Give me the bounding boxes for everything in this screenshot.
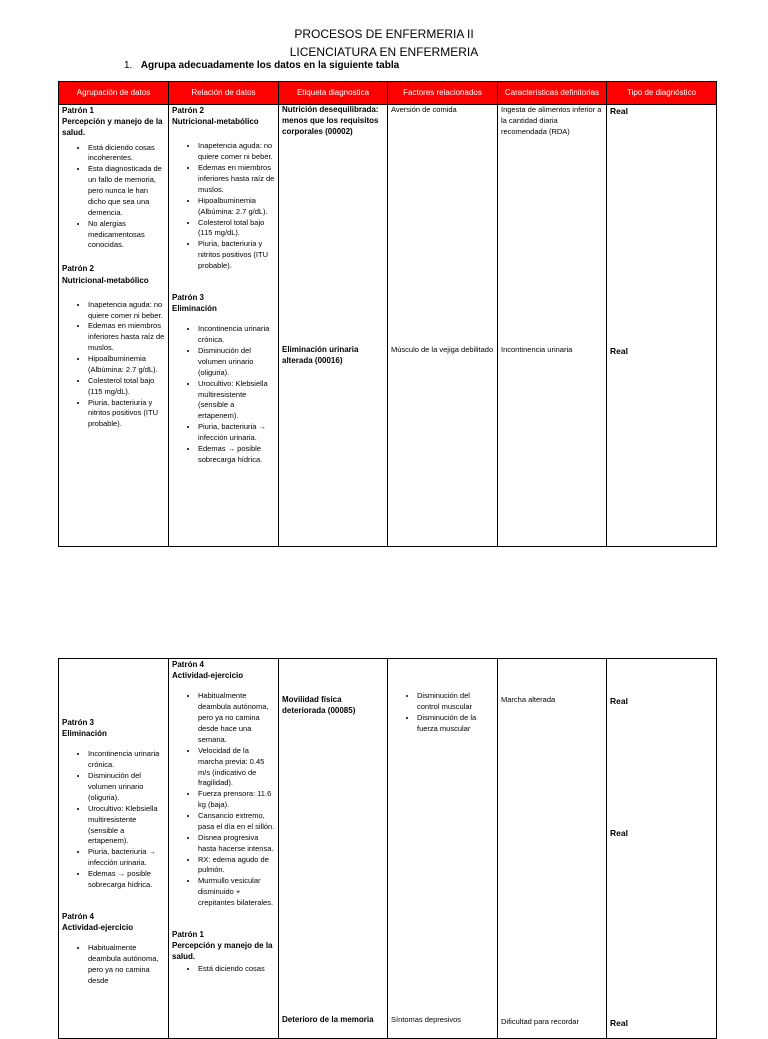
pattern-title: Patrón 3	[62, 718, 95, 727]
list-item: • Edemas en miembros inferiores hasta raíz de muslos.	[88, 321, 165, 354]
document-subtitle: LICENCIATURA EN ENFERMERIA	[289, 45, 479, 59]
list-item: • Está diciendo cosas incoherentes.	[88, 143, 165, 165]
instruction-number: 1.	[124, 60, 133, 71]
list-item: • Disminución del volumen urinario (oliguria).	[88, 771, 165, 804]
related-factor: Síntomas depresivos	[391, 1015, 462, 1024]
list-item: • Murmullo vesicular disminuido + crepitantes bilaterales.	[198, 876, 275, 909]
diagnostic-label: Eliminación urinaria alterada (00016)	[282, 345, 359, 365]
diagnosis-type-cell	[607, 659, 717, 1039]
instruction	[124, 60, 399, 71]
pattern-name: Eliminación	[62, 729, 107, 739]
pattern-items	[172, 324, 275, 465]
related-factor-list	[391, 691, 494, 735]
related-factors-cell	[388, 659, 498, 1039]
pattern-name: Actividad-ejercicio	[62, 922, 134, 932]
defining-characteristics-cell	[498, 105, 607, 547]
list-item: • No alergias medicamentosas conocidas.	[88, 219, 165, 252]
pattern-items	[172, 691, 275, 909]
list-item: • Colesterol total bajo (115 mg/dL).	[88, 376, 165, 398]
pattern-name: Percepción y manejo de la salud.	[62, 117, 163, 138]
list-item: • Incontinencia urinaria crónica.	[88, 749, 165, 771]
column-header: Características definitorias	[498, 82, 607, 105]
pattern-name: Percepción y manejo de la salud.	[172, 941, 273, 962]
column-header: Tipo de diagnóstico	[607, 82, 717, 105]
document-title: PROCESOS DE ENFERMERIA II	[294, 27, 474, 41]
column-header: Agrupación de datos	[59, 82, 169, 105]
list-item: • Habitualmente deambula autónoma, pero ya no camina desde	[88, 943, 165, 987]
data-grouping-cell	[59, 105, 169, 547]
diagnosis-type-cell	[607, 105, 717, 547]
list-item: • Incontinencia urinaria crónica.	[198, 324, 275, 346]
instruction-text: Agrupa adecuadamente los datos en la siguiente tabla	[140, 60, 400, 71]
defining-characteristics-cell	[498, 659, 607, 1039]
list-item: • Piuria, bacteriuria → infección urinaria.	[198, 422, 275, 444]
diagnosis-table-1	[58, 81, 717, 547]
related-factors-cell	[388, 105, 498, 547]
related-factor: Aversión de comida	[391, 105, 457, 114]
list-item: • Fuerza prensora: 11.6 kg (baja).	[198, 789, 275, 811]
table-row	[59, 659, 717, 1039]
pattern-title: Patrón 2	[62, 264, 95, 274]
related-factor: Músculo de la vejiga debilitado	[391, 345, 494, 354]
table-header-row	[59, 82, 717, 105]
list-item: • RX: edema agudo de pulmón.	[198, 855, 275, 877]
list-item: • Edemas en miembros inferiores hasta raíz de muslos.	[198, 163, 275, 196]
diagnosis-table-2	[58, 658, 717, 1039]
diagnostic-label: Deterioro de la memoria	[282, 1015, 374, 1024]
diagnostic-label: Nutrición desequilibrada: menos que los requisitos corporales (00002)	[282, 105, 379, 136]
list-item: • Habitualmente deambula autónoma, pero ya no camina desde hace una semana.	[198, 691, 275, 745]
data-relation-cell	[169, 659, 279, 1039]
list-item: • Cansancio extremo, pasa el día en el sillón.	[198, 811, 275, 833]
list-item: • Inapetencia aguda: no quiere comer ni beber.	[88, 300, 165, 322]
pattern-title: Patrón 4	[172, 660, 205, 669]
list-item: • Esta diagnosticada de un fallo de memoria, pero nunca le han dicho que sea una demencia.	[88, 164, 165, 218]
data-relation-cell	[169, 105, 279, 547]
pattern-name: Eliminación	[172, 304, 217, 314]
defining-characteristic: Marcha alterada	[501, 695, 556, 704]
pattern-title: Patrón 1	[172, 929, 205, 939]
defining-characteristic: Ingesta de alimentos inferior a la cantidad diaria recomendada (RDA)	[501, 105, 602, 136]
list-item: • Disminución del volumen urinario (oliguria).	[198, 346, 275, 379]
list-item: • Está diciendo cosas	[198, 964, 275, 975]
list-item: • Inapetencia aguda: no quiere comer ni beber.	[198, 141, 275, 163]
list-item: • Disminución del control muscular	[417, 691, 494, 713]
list-item: • Colesterol total bajo (115 mg/dL).	[198, 218, 275, 240]
diagnosis-type: Real	[610, 1018, 628, 1028]
list-item: • Piuria, bacteriuria y nitritos positivos (ITU probable).	[198, 239, 275, 272]
list-item: • Velocidad de la marcha previa: 0.45 m/s (indicativo de fragilidad).	[198, 746, 275, 790]
column-header: Factores relacionados	[388, 82, 498, 105]
list-item: • Piuria, bacteriuria → infección urinaria.	[88, 847, 165, 869]
pattern-items	[62, 943, 165, 987]
diagnosis-type: Real	[610, 106, 628, 116]
pattern-title: Patrón 3	[172, 292, 205, 302]
list-item: • Disnea progresiva hasta hacerse intensa.	[198, 833, 275, 855]
list-item: • Disminución de la fuerza muscular	[417, 713, 494, 735]
list-item: • Edemas → posible sobrecarga hídrica.	[198, 444, 275, 466]
pattern-name: Nutricional-metabólico	[172, 117, 259, 127]
defining-characteristic: Dificultad para recordar	[501, 1017, 579, 1026]
pattern-items	[62, 143, 165, 252]
list-item: • Edemas → posible sobrecarga hídrica.	[88, 869, 165, 891]
pattern-name: Nutricional-metabólico	[62, 275, 149, 285]
list-item: • Hipoalbuminemia (Albúmina: 2.7 g/dL).	[198, 196, 275, 218]
table-row	[59, 105, 717, 547]
pattern-items	[62, 749, 165, 890]
diagnostic-label: Movilidad física deteriorada (00085)	[282, 695, 356, 715]
pattern-items	[172, 964, 275, 975]
pattern-title: Patrón 2	[172, 106, 205, 115]
defining-characteristic: Incontinencia urinaria	[501, 345, 573, 354]
list-item: • Urocultivo: Klebsiella multiresistente (sensible a ertapenem).	[198, 379, 275, 423]
diagnostic-label-cell	[279, 659, 388, 1039]
column-header: Etiqueta diagnostica	[279, 82, 388, 105]
list-item: • Piuria, bacteriuria y nitritos positivos (ITU probable).	[88, 398, 165, 431]
diagnosis-type: Real	[610, 346, 628, 356]
pattern-items	[62, 300, 165, 431]
diagnosis-type: Real	[610, 828, 628, 838]
diagnostic-label-cell	[279, 105, 388, 547]
diagnosis-type: Real	[610, 696, 628, 706]
list-item: • Hipoalbuminemia (Albúmina: 2.7 g/dL).	[88, 354, 165, 376]
pattern-title: Patrón 4	[62, 911, 95, 921]
list-item: • Urocultivo: Klebsiella multiresistente (sensible a ertapenem).	[88, 804, 165, 848]
column-header: Relación de datos	[169, 82, 279, 105]
data-grouping-cell	[59, 659, 169, 1039]
pattern-name: Actividad-ejercicio	[172, 671, 244, 681]
pattern-title: Patrón 1	[62, 106, 95, 115]
pattern-items	[172, 141, 275, 272]
